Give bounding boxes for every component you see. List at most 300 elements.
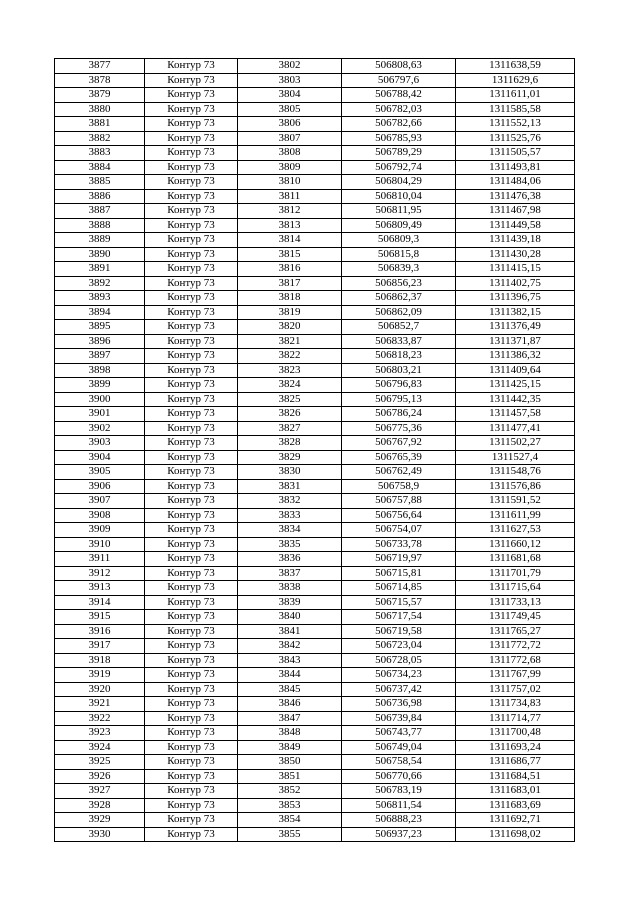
x-coordinate-cell: 506743,77 [342,726,456,741]
contour-name-cell: Контур 73 [145,363,238,378]
contour-name-cell: Контур 73 [145,233,238,248]
point-number-cell: 3807 [238,131,342,146]
y-coordinate-cell: 1311765,27 [456,624,575,639]
table-row [55,682,575,697]
point-number-cell: 3802 [238,59,342,74]
point-number-cell: 3811 [238,189,342,204]
contour-name-cell: Контур 73 [145,175,238,190]
row-number-cell: 3929 [55,813,145,828]
row-number-cell: 3886 [55,189,145,204]
row-number-cell: 3916 [55,624,145,639]
x-coordinate-cell: 506788,42 [342,88,456,103]
table-row [55,102,575,117]
table-row [55,740,575,755]
point-number-cell: 3806 [238,117,342,132]
row-number-cell: 3903 [55,436,145,451]
table-row [55,117,575,132]
table-row [55,711,575,726]
x-coordinate-cell: 506815,8 [342,247,456,262]
x-coordinate-cell: 506754,07 [342,523,456,538]
table-row [55,784,575,799]
x-coordinate-cell: 506833,87 [342,334,456,349]
row-number-cell: 3897 [55,349,145,364]
row-number-cell: 3890 [55,247,145,262]
table-row [55,59,575,74]
row-number-cell: 3926 [55,769,145,784]
x-coordinate-cell: 506786,24 [342,407,456,422]
y-coordinate-cell: 1311449,58 [456,218,575,233]
point-number-cell: 3838 [238,581,342,596]
row-number-cell: 3877 [55,59,145,74]
point-number-cell: 3833 [238,508,342,523]
contour-name-cell: Контур 73 [145,711,238,726]
x-coordinate-cell: 506810,04 [342,189,456,204]
y-coordinate-cell: 1311701,79 [456,566,575,581]
row-number-cell: 3904 [55,450,145,465]
contour-name-cell: Контур 73 [145,218,238,233]
table-row [55,581,575,596]
row-number-cell: 3930 [55,827,145,842]
row-number-cell: 3885 [55,175,145,190]
contour-name-cell: Контур 73 [145,813,238,828]
point-number-cell: 3841 [238,624,342,639]
x-coordinate-cell: 506782,66 [342,117,456,132]
row-number-cell: 3927 [55,784,145,799]
x-coordinate-cell: 506767,92 [342,436,456,451]
contour-name-cell: Контур 73 [145,798,238,813]
contour-name-cell: Контур 73 [145,784,238,799]
x-coordinate-cell: 506714,85 [342,581,456,596]
row-number-cell: 3882 [55,131,145,146]
row-number-cell: 3919 [55,668,145,683]
row-number-cell: 3928 [55,798,145,813]
row-number-cell: 3912 [55,566,145,581]
point-number-cell: 3831 [238,479,342,494]
x-coordinate-cell: 506809,49 [342,218,456,233]
row-number-cell: 3901 [55,407,145,422]
contour-name-cell: Контур 73 [145,276,238,291]
x-coordinate-cell: 506937,23 [342,827,456,842]
row-number-cell: 3898 [55,363,145,378]
y-coordinate-cell: 1311439,18 [456,233,575,248]
table-row [55,334,575,349]
x-coordinate-cell: 506809,3 [342,233,456,248]
point-number-cell: 3804 [238,88,342,103]
y-coordinate-cell: 1311502,27 [456,436,575,451]
y-coordinate-cell: 1311585,58 [456,102,575,117]
row-number-cell: 3881 [55,117,145,132]
point-number-cell: 3810 [238,175,342,190]
x-coordinate-cell: 506803,21 [342,363,456,378]
point-number-cell: 3846 [238,697,342,712]
row-number-cell: 3880 [55,102,145,117]
y-coordinate-cell: 1311493,81 [456,160,575,175]
y-coordinate-cell: 1311386,32 [456,349,575,364]
y-coordinate-cell: 1311525,76 [456,131,575,146]
contour-name-cell: Контур 73 [145,523,238,538]
table-row [55,247,575,262]
contour-name-cell: Контур 73 [145,740,238,755]
y-coordinate-cell: 1311409,64 [456,363,575,378]
x-coordinate-cell: 506736,98 [342,697,456,712]
contour-name-cell: Контур 73 [145,378,238,393]
y-coordinate-cell: 1311576,86 [456,479,575,494]
row-number-cell: 3914 [55,595,145,610]
contour-name-cell: Контур 73 [145,421,238,436]
point-number-cell: 3848 [238,726,342,741]
x-coordinate-cell: 506775,36 [342,421,456,436]
x-coordinate-cell: 506852,7 [342,320,456,335]
point-number-cell: 3844 [238,668,342,683]
contour-name-cell: Контур 73 [145,59,238,74]
x-coordinate-cell: 506862,37 [342,291,456,306]
x-coordinate-cell: 506796,83 [342,378,456,393]
x-coordinate-cell: 506797,6 [342,73,456,88]
point-number-cell: 3819 [238,305,342,320]
contour-name-cell: Контур 73 [145,581,238,596]
coordinates-table-body [55,59,575,842]
x-coordinate-cell: 506782,03 [342,102,456,117]
row-number-cell: 3883 [55,146,145,161]
contour-name-cell: Контур 73 [145,653,238,668]
y-coordinate-cell: 1311692,71 [456,813,575,828]
table-row [55,523,575,538]
x-coordinate-cell: 506804,29 [342,175,456,190]
point-number-cell: 3836 [238,552,342,567]
row-number-cell: 3908 [55,508,145,523]
table-row [55,146,575,161]
contour-name-cell: Контур 73 [145,131,238,146]
table-row [55,479,575,494]
x-coordinate-cell: 506733,78 [342,537,456,552]
point-number-cell: 3823 [238,363,342,378]
table-row [55,421,575,436]
contour-name-cell: Контур 73 [145,407,238,422]
contour-name-cell: Контур 73 [145,682,238,697]
table-row [55,233,575,248]
row-number-cell: 3907 [55,494,145,509]
row-number-cell: 3884 [55,160,145,175]
point-number-cell: 3816 [238,262,342,277]
contour-name-cell: Контур 73 [145,610,238,625]
contour-name-cell: Контур 73 [145,160,238,175]
point-number-cell: 3824 [238,378,342,393]
y-coordinate-cell: 1311627,53 [456,523,575,538]
point-number-cell: 3835 [238,537,342,552]
table-row [55,450,575,465]
table-row [55,668,575,683]
point-number-cell: 3803 [238,73,342,88]
contour-name-cell: Контур 73 [145,537,238,552]
x-coordinate-cell: 506719,58 [342,624,456,639]
contour-name-cell: Контур 73 [145,146,238,161]
y-coordinate-cell: 1311638,59 [456,59,575,74]
y-coordinate-cell: 1311684,51 [456,769,575,784]
x-coordinate-cell: 506770,66 [342,769,456,784]
point-number-cell: 3815 [238,247,342,262]
table-row [55,798,575,813]
x-coordinate-cell: 506719,97 [342,552,456,567]
row-number-cell: 3893 [55,291,145,306]
x-coordinate-cell: 506728,05 [342,653,456,668]
table-row [55,349,575,364]
y-coordinate-cell: 1311772,68 [456,653,575,668]
row-number-cell: 3888 [55,218,145,233]
y-coordinate-cell: 1311396,75 [456,291,575,306]
y-coordinate-cell: 1311425,15 [456,378,575,393]
contour-name-cell: Контур 73 [145,494,238,509]
contour-name-cell: Контур 73 [145,291,238,306]
x-coordinate-cell: 506888,23 [342,813,456,828]
row-number-cell: 3923 [55,726,145,741]
y-coordinate-cell: 1311629,6 [456,73,575,88]
x-coordinate-cell: 506723,04 [342,639,456,654]
point-number-cell: 3817 [238,276,342,291]
contour-name-cell: Контур 73 [145,827,238,842]
point-number-cell: 3808 [238,146,342,161]
point-number-cell: 3825 [238,392,342,407]
y-coordinate-cell: 1311749,45 [456,610,575,625]
x-coordinate-cell: 506737,42 [342,682,456,697]
contour-name-cell: Контур 73 [145,247,238,262]
table-row [55,262,575,277]
row-number-cell: 3905 [55,465,145,480]
x-coordinate-cell: 506811,54 [342,798,456,813]
table-row [55,218,575,233]
point-number-cell: 3830 [238,465,342,480]
x-coordinate-cell: 506717,54 [342,610,456,625]
table-row [55,73,575,88]
contour-name-cell: Контур 73 [145,465,238,480]
point-number-cell: 3829 [238,450,342,465]
table-row [55,392,575,407]
row-number-cell: 3910 [55,537,145,552]
y-coordinate-cell: 1311591,52 [456,494,575,509]
table-row [55,88,575,103]
row-number-cell: 3894 [55,305,145,320]
row-number-cell: 3922 [55,711,145,726]
row-number-cell: 3924 [55,740,145,755]
row-number-cell: 3906 [55,479,145,494]
row-number-cell: 3902 [55,421,145,436]
contour-name-cell: Контур 73 [145,204,238,219]
point-number-cell: 3854 [238,813,342,828]
table-row [55,552,575,567]
table-row [55,566,575,581]
point-number-cell: 3827 [238,421,342,436]
y-coordinate-cell: 1311477,41 [456,421,575,436]
x-coordinate-cell: 506758,54 [342,755,456,770]
row-number-cell: 3887 [55,204,145,219]
row-number-cell: 3920 [55,682,145,697]
table-row [55,189,575,204]
y-coordinate-cell: 1311527,4 [456,450,575,465]
x-coordinate-cell: 506856,23 [342,276,456,291]
row-number-cell: 3891 [55,262,145,277]
row-number-cell: 3913 [55,581,145,596]
y-coordinate-cell: 1311505,57 [456,146,575,161]
y-coordinate-cell: 1311376,49 [456,320,575,335]
y-coordinate-cell: 1311767,99 [456,668,575,683]
y-coordinate-cell: 1311371,87 [456,334,575,349]
point-number-cell: 3839 [238,595,342,610]
x-coordinate-cell: 506749,04 [342,740,456,755]
x-coordinate-cell: 506756,64 [342,508,456,523]
point-number-cell: 3853 [238,798,342,813]
table-row [55,465,575,480]
y-coordinate-cell: 1311715,64 [456,581,575,596]
point-number-cell: 3852 [238,784,342,799]
contour-name-cell: Контур 73 [145,508,238,523]
row-number-cell: 3895 [55,320,145,335]
table-row [55,407,575,422]
point-number-cell: 3812 [238,204,342,219]
y-coordinate-cell: 1311430,28 [456,247,575,262]
y-coordinate-cell: 1311467,98 [456,204,575,219]
contour-name-cell: Контур 73 [145,436,238,451]
table-row [55,624,575,639]
table-row [55,204,575,219]
point-number-cell: 3822 [238,349,342,364]
point-number-cell: 3842 [238,639,342,654]
contour-name-cell: Контур 73 [145,595,238,610]
table-row [55,769,575,784]
table-row [55,827,575,842]
contour-name-cell: Контур 73 [145,102,238,117]
contour-name-cell: Контур 73 [145,668,238,683]
contour-name-cell: Контур 73 [145,88,238,103]
point-number-cell: 3832 [238,494,342,509]
contour-name-cell: Контур 73 [145,697,238,712]
x-coordinate-cell: 506811,95 [342,204,456,219]
contour-name-cell: Контур 73 [145,479,238,494]
y-coordinate-cell: 1311698,02 [456,827,575,842]
point-number-cell: 3851 [238,769,342,784]
point-number-cell: 3805 [238,102,342,117]
y-coordinate-cell: 1311683,69 [456,798,575,813]
contour-name-cell: Контур 73 [145,262,238,277]
point-number-cell: 3820 [238,320,342,335]
table-row [55,175,575,190]
table-row [55,813,575,828]
table-row [55,494,575,509]
y-coordinate-cell: 1311700,48 [456,726,575,741]
contour-name-cell: Контур 73 [145,392,238,407]
table-row [55,378,575,393]
x-coordinate-cell: 506765,39 [342,450,456,465]
point-number-cell: 3814 [238,233,342,248]
table-row [55,131,575,146]
table-row [55,595,575,610]
y-coordinate-cell: 1311415,15 [456,262,575,277]
y-coordinate-cell: 1311484,06 [456,175,575,190]
point-number-cell: 3809 [238,160,342,175]
row-number-cell: 3879 [55,88,145,103]
x-coordinate-cell: 506862,09 [342,305,456,320]
row-number-cell: 3909 [55,523,145,538]
y-coordinate-cell: 1311442,35 [456,392,575,407]
contour-name-cell: Контур 73 [145,305,238,320]
table-row [55,436,575,451]
contour-name-cell: Контур 73 [145,639,238,654]
y-coordinate-cell: 1311683,01 [456,784,575,799]
x-coordinate-cell: 506757,88 [342,494,456,509]
x-coordinate-cell: 506785,93 [342,131,456,146]
x-coordinate-cell: 506739,84 [342,711,456,726]
contour-name-cell: Контур 73 [145,726,238,741]
table-row [55,653,575,668]
point-number-cell: 3834 [238,523,342,538]
row-number-cell: 3878 [55,73,145,88]
point-number-cell: 3840 [238,610,342,625]
row-number-cell: 3921 [55,697,145,712]
x-coordinate-cell: 506789,29 [342,146,456,161]
contour-name-cell: Контур 73 [145,334,238,349]
table-row [55,363,575,378]
y-coordinate-cell: 1311681,68 [456,552,575,567]
y-coordinate-cell: 1311552,13 [456,117,575,132]
table-row [55,508,575,523]
contour-name-cell: Контур 73 [145,755,238,770]
y-coordinate-cell: 1311548,76 [456,465,575,480]
point-number-cell: 3826 [238,407,342,422]
x-coordinate-cell: 506762,49 [342,465,456,480]
point-number-cell: 3849 [238,740,342,755]
table-row [55,537,575,552]
y-coordinate-cell: 1311457,58 [456,407,575,422]
row-number-cell: 3915 [55,610,145,625]
contour-name-cell: Контур 73 [145,320,238,335]
point-number-cell: 3843 [238,653,342,668]
table-row [55,291,575,306]
y-coordinate-cell: 1311714,77 [456,711,575,726]
y-coordinate-cell: 1311611,01 [456,88,575,103]
x-coordinate-cell: 506792,74 [342,160,456,175]
contour-name-cell: Контур 73 [145,552,238,567]
y-coordinate-cell: 1311402,75 [456,276,575,291]
table-row [55,320,575,335]
y-coordinate-cell: 1311757,02 [456,682,575,697]
row-number-cell: 3889 [55,233,145,248]
x-coordinate-cell: 506758,9 [342,479,456,494]
table-row [55,726,575,741]
point-number-cell: 3821 [238,334,342,349]
row-number-cell: 3918 [55,653,145,668]
x-coordinate-cell: 506783,19 [342,784,456,799]
row-number-cell: 3900 [55,392,145,407]
x-coordinate-cell: 506839,3 [342,262,456,277]
point-number-cell: 3813 [238,218,342,233]
point-number-cell: 3855 [238,827,342,842]
table-row [55,755,575,770]
y-coordinate-cell: 1311611,99 [456,508,575,523]
point-number-cell: 3845 [238,682,342,697]
row-number-cell: 3917 [55,639,145,654]
contour-name-cell: Контур 73 [145,349,238,364]
y-coordinate-cell: 1311660,12 [456,537,575,552]
contour-name-cell: Контур 73 [145,189,238,204]
point-number-cell: 3828 [238,436,342,451]
row-number-cell: 3899 [55,378,145,393]
table-row [55,639,575,654]
contour-name-cell: Контур 73 [145,624,238,639]
point-number-cell: 3837 [238,566,342,581]
y-coordinate-cell: 1311772,72 [456,639,575,654]
contour-name-cell: Контур 73 [145,769,238,784]
row-number-cell: 3925 [55,755,145,770]
table-row [55,305,575,320]
coordinates-table [54,58,575,842]
